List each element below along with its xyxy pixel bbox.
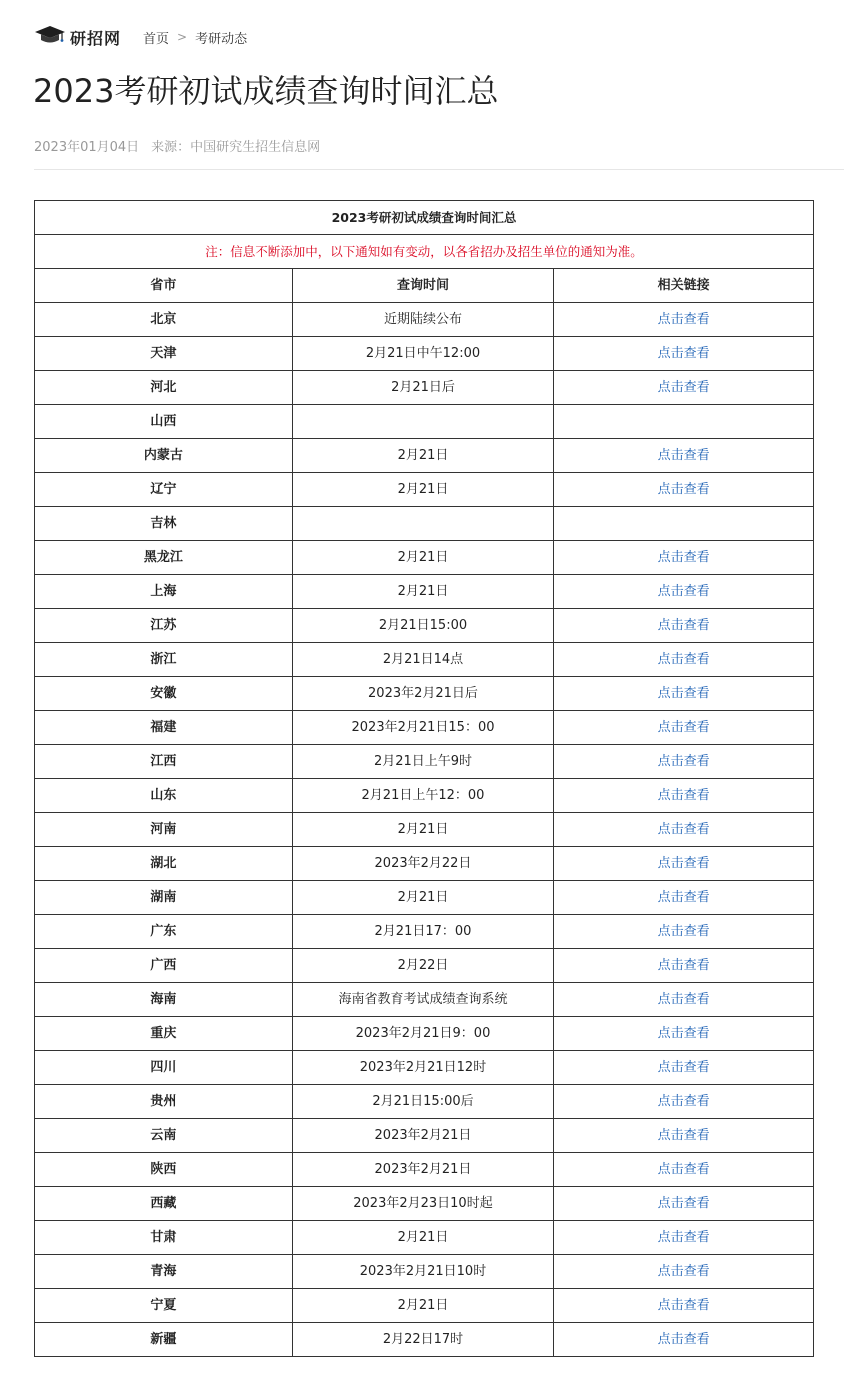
page-title: 2023考研初试成绩查询时间汇总 xyxy=(33,72,499,110)
province-cell: 新疆 xyxy=(35,1323,293,1357)
province-cell: 河北 xyxy=(35,371,293,405)
table-row xyxy=(35,1119,814,1153)
province-cell: 辽宁 xyxy=(35,473,293,507)
province-cell: 湖南 xyxy=(35,881,293,915)
header-query-time: 查询时间 xyxy=(292,269,554,303)
view-details-link[interactable]: 点击查看 xyxy=(657,345,710,361)
query-time-cell: 2023年2月21日 xyxy=(292,1153,554,1187)
table-row xyxy=(35,473,814,507)
score-query-table xyxy=(34,200,814,1357)
query-time-cell: 2023年2月21日12时 xyxy=(292,1051,554,1085)
link-cell xyxy=(554,609,814,643)
table-row xyxy=(35,1017,814,1051)
view-details-link[interactable]: 点击查看 xyxy=(657,549,710,565)
query-time-cell: 2023年2月21日10时 xyxy=(292,1255,554,1289)
link-cell xyxy=(554,1017,814,1051)
site-header xyxy=(34,22,247,52)
view-details-link[interactable]: 点击查看 xyxy=(657,1331,710,1347)
table-row xyxy=(35,881,814,915)
link-cell xyxy=(554,915,814,949)
table-row xyxy=(35,1221,814,1255)
province-cell: 宁夏 xyxy=(35,1289,293,1323)
table-row xyxy=(35,1289,814,1323)
breadcrumb-separator: > xyxy=(177,30,188,44)
link-cell xyxy=(554,337,814,371)
view-details-link[interactable]: 点击查看 xyxy=(657,685,710,701)
query-time-cell: 2月21日后 xyxy=(292,371,554,405)
view-details-link[interactable]: 点击查看 xyxy=(657,311,710,327)
link-cell xyxy=(554,303,814,337)
link-cell xyxy=(554,1323,814,1357)
view-details-link[interactable]: 点击查看 xyxy=(657,1025,710,1041)
query-time-cell xyxy=(292,405,554,439)
link-cell xyxy=(554,1153,814,1187)
breadcrumb-home-link[interactable]: 首页 xyxy=(143,31,170,47)
article-source: 来源：中国研究生招生信息网 xyxy=(151,140,321,155)
province-cell: 西藏 xyxy=(35,1187,293,1221)
table-note-row xyxy=(35,235,814,269)
query-time-cell: 2月21日中午12:00 xyxy=(292,337,554,371)
view-details-link[interactable]: 点击查看 xyxy=(657,719,710,735)
view-details-link[interactable]: 点击查看 xyxy=(657,617,710,633)
query-time-cell: 2023年2月23日10时起 xyxy=(292,1187,554,1221)
view-details-link[interactable]: 点击查看 xyxy=(657,1059,710,1075)
province-cell: 甘肃 xyxy=(35,1221,293,1255)
table-row xyxy=(35,779,814,813)
view-details-link[interactable]: 点击查看 xyxy=(657,923,710,939)
province-cell: 江西 xyxy=(35,745,293,779)
view-details-link[interactable]: 点击查看 xyxy=(657,1127,710,1143)
link-cell xyxy=(554,711,814,745)
province-cell: 广西 xyxy=(35,949,293,983)
province-cell: 广东 xyxy=(35,915,293,949)
query-time-cell: 2月21日15:00后 xyxy=(292,1085,554,1119)
query-time-cell: 2月21日 xyxy=(292,1221,554,1255)
query-time-cell: 2023年2月21日9：00 xyxy=(292,1017,554,1051)
table-row xyxy=(35,949,814,983)
view-details-link[interactable]: 点击查看 xyxy=(657,1161,710,1177)
province-cell: 浙江 xyxy=(35,643,293,677)
query-time-cell xyxy=(292,507,554,541)
province-cell: 上海 xyxy=(35,575,293,609)
view-details-link[interactable]: 点击查看 xyxy=(657,787,710,803)
table-row xyxy=(35,609,814,643)
table-row xyxy=(35,405,814,439)
query-time-cell: 2月21日17：00 xyxy=(292,915,554,949)
query-time-cell: 2023年2月22日 xyxy=(292,847,554,881)
query-time-cell: 2月21日 xyxy=(292,881,554,915)
province-cell: 安徽 xyxy=(35,677,293,711)
province-cell: 湖北 xyxy=(35,847,293,881)
province-cell: 福建 xyxy=(35,711,293,745)
province-cell: 青海 xyxy=(35,1255,293,1289)
link-cell xyxy=(554,507,814,541)
province-cell: 内蒙古 xyxy=(35,439,293,473)
table-row xyxy=(35,1051,814,1085)
link-cell xyxy=(554,677,814,711)
table-row xyxy=(35,745,814,779)
table-row xyxy=(35,983,814,1017)
province-cell: 贵州 xyxy=(35,1085,293,1119)
query-time-cell: 2月21日上午9时 xyxy=(292,745,554,779)
province-cell: 山西 xyxy=(35,405,293,439)
province-cell: 四川 xyxy=(35,1051,293,1085)
link-cell xyxy=(554,575,814,609)
publish-date: 2023年01月04日 xyxy=(34,140,140,155)
link-cell xyxy=(554,1255,814,1289)
view-details-link[interactable]: 点击查看 xyxy=(657,991,710,1007)
query-time-cell: 2月22日17时 xyxy=(292,1323,554,1357)
link-cell xyxy=(554,983,814,1017)
province-cell: 北京 xyxy=(35,303,293,337)
query-time-cell: 2月21日15:00 xyxy=(292,609,554,643)
table-row xyxy=(35,575,814,609)
table-row xyxy=(35,711,814,745)
view-details-link[interactable]: 点击查看 xyxy=(657,651,710,667)
view-details-link[interactable]: 点击查看 xyxy=(657,583,710,599)
table-row xyxy=(35,915,814,949)
province-cell: 吉林 xyxy=(35,507,293,541)
table-row xyxy=(35,507,814,541)
query-time-cell: 2月22日 xyxy=(292,949,554,983)
query-time-cell: 2月21日 xyxy=(292,1289,554,1323)
query-time-cell: 2月21日 xyxy=(292,575,554,609)
query-time-cell: 2月21日 xyxy=(292,473,554,507)
link-cell xyxy=(554,847,814,881)
view-details-link[interactable]: 点击查看 xyxy=(657,889,710,905)
view-details-link[interactable]: 点击查看 xyxy=(657,1229,710,1245)
link-cell xyxy=(554,1221,814,1255)
view-details-link[interactable]: 点击查看 xyxy=(657,855,710,871)
table-row xyxy=(35,1153,814,1187)
link-cell xyxy=(554,1289,814,1323)
view-details-link[interactable]: 点击查看 xyxy=(657,1093,710,1109)
link-cell xyxy=(554,1119,814,1153)
table-row xyxy=(35,541,814,575)
link-cell xyxy=(554,371,814,405)
province-cell: 海南 xyxy=(35,983,293,1017)
table-row xyxy=(35,813,814,847)
link-cell xyxy=(554,473,814,507)
header-province: 省市 xyxy=(35,269,293,303)
link-cell xyxy=(554,643,814,677)
breadcrumb xyxy=(143,28,247,47)
table-row xyxy=(35,337,814,371)
query-time-cell: 2023年2月21日后 xyxy=(292,677,554,711)
link-cell xyxy=(554,813,814,847)
query-time-cell: 2月21日 xyxy=(292,813,554,847)
province-cell: 江苏 xyxy=(35,609,293,643)
query-time-cell: 2023年2月21日15：00 xyxy=(292,711,554,745)
view-details-link[interactable]: 点击查看 xyxy=(657,379,710,395)
table-row xyxy=(35,847,814,881)
table-row xyxy=(35,1085,814,1119)
province-cell: 云南 xyxy=(35,1119,293,1153)
query-time-cell: 海南省教育考试成绩查询系统 xyxy=(292,983,554,1017)
table-note: 注：信息不断添加中，以下通知如有变动，以各省招办及招生单位的通知为准。 xyxy=(35,235,814,269)
link-cell xyxy=(554,541,814,575)
link-cell xyxy=(554,745,814,779)
table-row xyxy=(35,677,814,711)
view-details-link[interactable]: 点击查看 xyxy=(657,1195,710,1211)
header-related-link: 相关链接 xyxy=(554,269,814,303)
view-details-link[interactable]: 点击查看 xyxy=(657,821,710,837)
link-cell xyxy=(554,881,814,915)
link-cell xyxy=(554,779,814,813)
site-logo[interactable] xyxy=(34,25,121,49)
link-cell xyxy=(554,1051,814,1085)
graduation-cap-icon xyxy=(34,25,66,49)
province-cell: 山东 xyxy=(35,779,293,813)
header-divider xyxy=(34,169,844,170)
table-row xyxy=(35,371,814,405)
province-cell: 黑龙江 xyxy=(35,541,293,575)
table-caption-row xyxy=(35,201,814,235)
province-cell: 天津 xyxy=(35,337,293,371)
view-details-link[interactable]: 点击查看 xyxy=(657,1297,710,1313)
query-time-cell: 2月21日14点 xyxy=(292,643,554,677)
table-row xyxy=(35,439,814,473)
table-caption: 2023考研初试成绩查询时间汇总 xyxy=(35,201,814,235)
view-details-link[interactable]: 点击查看 xyxy=(657,753,710,769)
table-header-row xyxy=(35,269,814,303)
query-time-cell: 2月21日 xyxy=(292,439,554,473)
view-details-link[interactable]: 点击查看 xyxy=(657,481,710,497)
table-row xyxy=(35,1187,814,1221)
query-time-cell: 2023年2月21日 xyxy=(292,1119,554,1153)
link-cell xyxy=(554,439,814,473)
table-row xyxy=(35,1255,814,1289)
link-cell xyxy=(554,1085,814,1119)
logo-text: 研招网 xyxy=(70,28,122,48)
query-time-cell: 2月21日 xyxy=(292,541,554,575)
province-cell: 陕西 xyxy=(35,1153,293,1187)
link-cell xyxy=(554,1187,814,1221)
query-time-cell: 近期陆续公布 xyxy=(292,303,554,337)
link-cell xyxy=(554,949,814,983)
province-cell: 重庆 xyxy=(35,1017,293,1051)
query-time-cell: 2月21日上午12：00 xyxy=(292,779,554,813)
table-row xyxy=(35,643,814,677)
table-row xyxy=(35,1323,814,1357)
article-meta xyxy=(34,136,320,155)
province-cell: 河南 xyxy=(35,813,293,847)
view-details-link[interactable]: 点击查看 xyxy=(657,957,710,973)
breadcrumb-current-link[interactable]: 考研动态 xyxy=(195,31,248,47)
table-row xyxy=(35,303,814,337)
view-details-link[interactable]: 点击查看 xyxy=(657,1263,710,1279)
view-details-link[interactable]: 点击查看 xyxy=(657,447,710,463)
link-cell xyxy=(554,405,814,439)
